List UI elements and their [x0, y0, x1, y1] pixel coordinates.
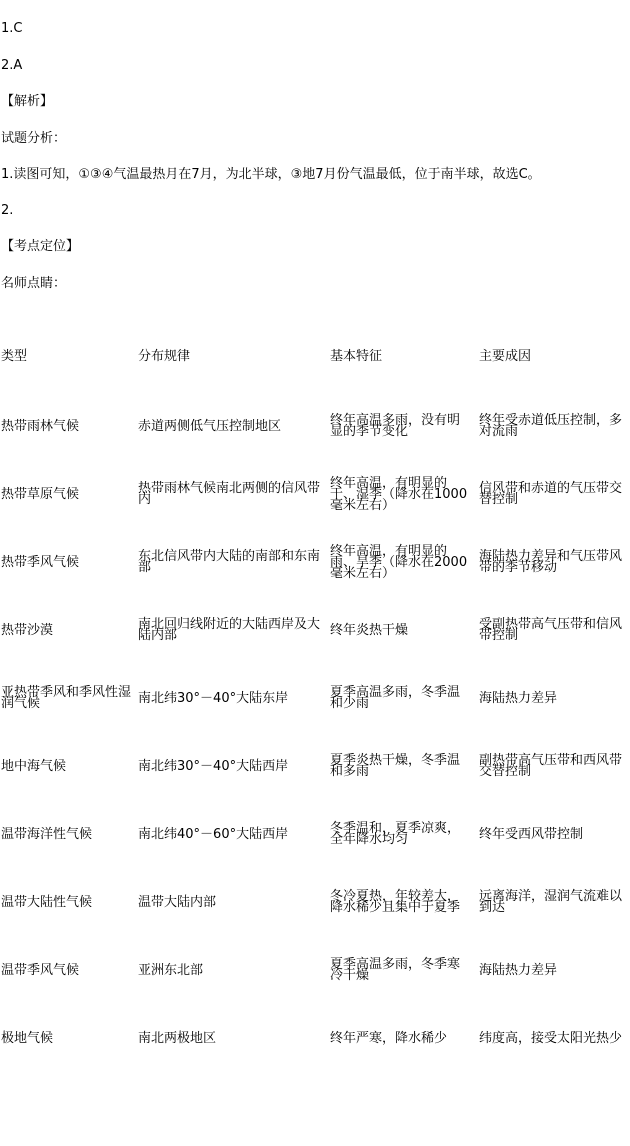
table-cell: 热带季风气候: [1, 554, 80, 570]
header-cell-type: 类型: [1, 348, 28, 364]
answer-2: 2.A: [1, 58, 23, 73]
table-cell: 海陆热力差异: [479, 690, 558, 706]
analysis-label: 试题分析：: [1, 131, 67, 146]
table-cell: 热带雨林气候: [1, 418, 80, 434]
table-cell: 极地气候: [1, 1030, 54, 1046]
question-2-analysis: 2.: [1, 203, 14, 218]
table-row: [0, 460, 630, 528]
table-cell: 夏季炎热干燥，冬季温和多雨: [330, 753, 461, 779]
table-row: [0, 800, 630, 868]
table-row: [0, 528, 630, 596]
table-row: [0, 732, 630, 800]
table-cell: 受副热带高气压带和信风带控制: [479, 617, 623, 643]
table-cell: 地中海气候: [1, 758, 67, 774]
table-cell: 东北信风带内大陆的南部和东南部: [138, 549, 321, 575]
table-cell: 南北纬30°－40°大陆西岸: [138, 758, 289, 774]
table-cell: 温带大陆性气候: [1, 894, 93, 910]
table-cell: 终年高温多雨，没有明显的季节变化: [330, 413, 461, 439]
table-row: [0, 1004, 630, 1072]
table-row: [0, 868, 630, 936]
table-cell: 信风带和赤道的气压带交替控制: [479, 481, 623, 507]
table-row: [0, 392, 630, 460]
table-cell: 夏季高温多雨，冬季温和少雨: [330, 685, 461, 711]
question-1-analysis: 1.读图可知，①③④气温最热月在7月，为北半球，③地7月份气温最低，位于南半球，故选C。: [1, 167, 541, 182]
table-cell: 终年炎热干燥: [330, 622, 409, 638]
table-cell: 夏季高温多雨，冬季寒冷干燥: [330, 957, 461, 983]
table-cell: 纬度高，接受太阳光热少: [479, 1030, 623, 1046]
table-cell: 温带海洋性气候: [1, 826, 93, 842]
table-cell: 热带草原气候: [1, 486, 80, 502]
table-row: [0, 596, 630, 664]
exam-point-heading: 【考点定位】: [1, 239, 80, 254]
table-cell: 终年高温，有明显的干、湿季（降水在1000毫米左右）: [330, 475, 468, 513]
header-cell-features: 基本特征: [330, 348, 383, 364]
table-cell: 远离海洋，湿润气流难以到达: [479, 889, 623, 915]
header-cell-causes: 主要成因: [479, 348, 532, 364]
table-cell: 赤道两侧低气压控制地区: [138, 418, 282, 434]
table-row: [0, 664, 630, 732]
climate-table: [0, 320, 630, 1072]
table-cell: 南北纬40°－60°大陆西岸: [138, 826, 289, 842]
table-cell: 海陆热力差异: [479, 962, 558, 978]
table-header-row: [0, 320, 630, 392]
table-cell: 海陆热力差异和气压带风带的季节移动: [479, 549, 623, 575]
table-cell: 终年严寒，降水稀少: [330, 1030, 448, 1046]
table-cell: 南北两极地区: [138, 1030, 217, 1046]
table-cell: 亚洲东北部: [138, 962, 204, 978]
table-cell: 南北回归线附近的大陆西岸及大陆内部: [138, 617, 321, 643]
table-cell: 温带季风气候: [1, 962, 80, 978]
table-cell: 南北纬30°－40°大陆东岸: [138, 690, 289, 706]
table-cell: 温带大陆内部: [138, 894, 217, 910]
table-cell: 热带沙漠: [1, 622, 54, 638]
table-row: [0, 936, 630, 1004]
table-cell: 亚热带季风和季风性湿润气候: [1, 685, 132, 711]
table-cell: 冬季温和，夏季凉爽，全年降水均匀: [330, 821, 461, 847]
table-cell: 副热带高气压带和西风带交替控制: [479, 753, 623, 779]
analysis-heading: 【解析】: [1, 94, 54, 109]
answer-1: 1.C: [1, 21, 23, 36]
table-cell: 终年受赤道低压控制，多对流雨: [479, 413, 623, 439]
teacher-tips-label: 名师点睛：: [1, 276, 67, 291]
header-cell-distribution: 分布规律: [138, 348, 191, 364]
table-cell: 终年受西风带控制: [479, 826, 584, 842]
table-cell: 热带雨林气候南北两侧的信风带内: [138, 481, 321, 507]
table-cell: 终年高温，有明显的雨、旱季（降水在2000毫米左右）: [330, 543, 468, 581]
table-cell: 冬冷夏热，年较差大，降水稀少且集中于夏季: [330, 889, 461, 915]
